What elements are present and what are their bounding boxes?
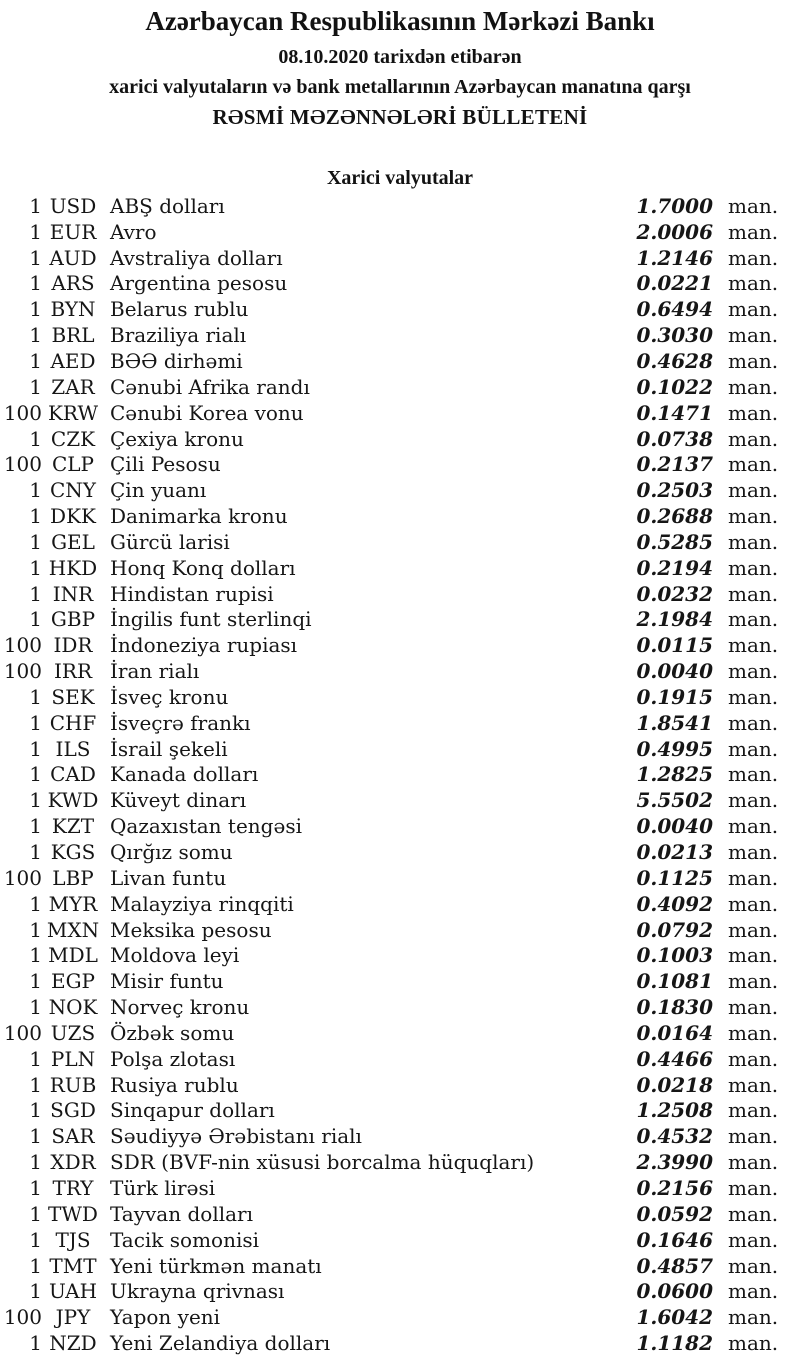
currency-name-cell: Malayziya rinqqiti <box>110 891 294 916</box>
unit-label-cell: man. <box>728 271 779 296</box>
rate-row-sar <box>0 1123 800 1149</box>
currency-name-cell: Honq Konq dolları <box>110 555 296 580</box>
currency-code-cell: SGD <box>50 1098 96 1123</box>
quantity-cell: 1 <box>29 555 42 580</box>
rate-value-cell: 0.0040 <box>636 814 713 839</box>
quantity-cell: 1 <box>29 1279 42 1304</box>
unit-label-cell: man. <box>728 374 779 399</box>
currency-name-cell: Misir funtu <box>110 969 224 994</box>
quantity-cell: 1 <box>29 762 42 787</box>
currency-name-cell: Danimarka kronu <box>110 504 288 529</box>
unit-label-cell: man. <box>728 736 779 761</box>
unit-label-cell: man. <box>728 710 779 735</box>
currency-code-cell: CZK <box>50 426 96 451</box>
quantity-cell: 1 <box>29 529 42 554</box>
quantity-cell: 1 <box>29 1175 42 1200</box>
currency-name-cell: Qazaxıstan tengəsi <box>110 814 302 839</box>
currency-code-cell: BRL <box>51 323 95 348</box>
unit-label-cell: man. <box>728 814 779 839</box>
unit-label-cell: man. <box>728 1201 779 1226</box>
currency-code-cell: IDR <box>53 633 93 658</box>
currency-code-cell: NZD <box>49 1331 97 1356</box>
currency-code-cell: ARS <box>51 271 95 296</box>
bulletin-subtitle: xarici valyutaların və bank metallarının Azərbaycan manatına qarşı <box>109 76 691 98</box>
rate-row-cad <box>0 762 800 788</box>
rate-value-cell: 1.2825 <box>636 762 713 787</box>
rate-value-cell: 0.1471 <box>636 400 713 425</box>
unit-label-cell: man. <box>728 891 779 916</box>
currency-name-cell: Cənubi Afrika randı <box>110 374 310 399</box>
quantity-cell: 1 <box>29 323 42 348</box>
currency-name-cell: Tacik somonisi <box>110 1227 260 1252</box>
rate-value-cell: 0.4092 <box>636 891 713 916</box>
unit-label-cell: man. <box>728 1020 779 1045</box>
quantity-cell: 1 <box>29 995 42 1020</box>
rate-value-cell: 0.0221 <box>636 271 713 296</box>
rate-row-irr <box>0 658 800 684</box>
unit-label-cell: man. <box>728 1175 779 1200</box>
currency-code-cell: TWD <box>48 1201 98 1226</box>
rate-row-kwd <box>0 787 800 813</box>
currency-name-cell: SDR (BVF-nin xüsusi borcalma hüquqları) <box>110 1150 535 1175</box>
unit-label-cell: man. <box>728 504 779 529</box>
unit-label-cell: man. <box>728 478 779 503</box>
quantity-cell: 100 <box>3 452 42 477</box>
currency-code-cell: NOK <box>48 995 98 1020</box>
currency-code-cell: LBP <box>52 865 94 890</box>
quantity-cell: 1 <box>29 736 42 761</box>
unit-label-cell: man. <box>728 788 779 813</box>
currency-code-cell: AED <box>50 348 96 373</box>
currency-code-cell: CLP <box>51 452 95 477</box>
currency-name-cell: Yeni Zelandiya dolları <box>110 1331 331 1356</box>
quantity-cell: 1 <box>29 219 42 244</box>
unit-label-cell: man. <box>728 1072 779 1097</box>
rate-row-dkk <box>0 503 800 529</box>
unit-label-cell: man. <box>728 1331 779 1356</box>
rate-row-kgs <box>0 839 800 865</box>
quantity-cell: 1 <box>29 1098 42 1123</box>
bulletin-header <box>0 0 800 132</box>
unit-label-cell: man. <box>728 400 779 425</box>
unit-label-cell: man. <box>728 581 779 606</box>
rate-row-byn <box>0 296 800 322</box>
quantity-cell: 1 <box>29 348 42 373</box>
currency-name-cell: Polşa zlotası <box>110 1046 236 1071</box>
rate-value-cell: 0.1125 <box>636 865 713 890</box>
currency-code-cell: TRY <box>52 1175 94 1200</box>
rate-row-twd <box>0 1201 800 1227</box>
rate-value-cell: 0.2137 <box>636 452 713 477</box>
rate-row-nzd <box>0 1330 800 1356</box>
currency-code-cell: RUB <box>49 1072 97 1097</box>
unit-label-cell: man. <box>728 659 779 684</box>
rate-value-cell: 0.0592 <box>636 1201 713 1226</box>
currency-name-cell: Moldova leyi <box>110 943 240 968</box>
quantity-cell: 1 <box>29 1150 42 1175</box>
currency-name-cell: Kanada dolları <box>110 762 259 787</box>
quantity-cell: 1 <box>29 840 42 865</box>
rate-value-cell: 0.1081 <box>636 969 713 994</box>
rate-row-kzt <box>0 813 800 839</box>
unit-label-cell: man. <box>728 1124 779 1149</box>
unit-label-cell: man. <box>728 1150 779 1175</box>
currency-name-cell: Çili Pesosu <box>110 452 221 477</box>
rate-row-krw <box>0 400 800 426</box>
quantity-cell: 1 <box>29 917 42 942</box>
currency-code-cell: ZAR <box>51 374 95 399</box>
rate-row-eur <box>0 219 800 245</box>
unit-label-cell: man. <box>728 348 779 373</box>
currency-name-cell: Argentina pesosu <box>110 271 288 296</box>
rate-value-cell: 0.0218 <box>636 1072 713 1097</box>
rate-row-cny <box>0 477 800 503</box>
rate-value-cell: 0.4857 <box>636 1253 713 1278</box>
currency-name-cell: Ukrayna qrivnası <box>110 1279 285 1304</box>
quantity-cell: 1 <box>29 788 42 813</box>
quantity-cell: 1 <box>29 1331 42 1356</box>
rate-value-cell: 1.1182 <box>636 1331 713 1356</box>
rate-value-cell: 0.0600 <box>636 1279 713 1304</box>
unit-label-cell: man. <box>728 969 779 994</box>
unit-label-cell: man. <box>728 943 779 968</box>
rate-row-gbp <box>0 607 800 633</box>
quantity-cell: 1 <box>29 684 42 709</box>
rate-value-cell: 0.0164 <box>636 1020 713 1045</box>
rate-row-hkd <box>0 555 800 581</box>
quantity-cell: 1 <box>29 297 42 322</box>
unit-label-cell: man. <box>728 323 779 348</box>
unit-label-cell: man. <box>728 633 779 658</box>
currency-name-cell: BƏƏ dirhəmi <box>110 348 243 373</box>
currency-code-cell: ILS <box>55 736 91 761</box>
currency-code-cell: INR <box>52 581 94 606</box>
unit-label-cell: man. <box>728 1046 779 1071</box>
currency-code-cell: UZS <box>50 1020 96 1045</box>
currency-code-cell: CNY <box>49 478 96 503</box>
quantity-cell: 1 <box>29 271 42 296</box>
unit-label-cell: man. <box>728 840 779 865</box>
rate-value-cell: 0.0738 <box>636 426 713 451</box>
currency-name-cell: Gürcü larisi <box>110 529 230 554</box>
currency-name-cell: Rusiya rublu <box>110 1072 239 1097</box>
effective-date-line: 08.10.2020 tarixdən etibarən <box>278 46 522 68</box>
unit-label-cell: man. <box>728 684 779 709</box>
quantity-cell: 1 <box>29 1201 42 1226</box>
rate-row-try <box>0 1175 800 1201</box>
rate-row-inr <box>0 581 800 607</box>
currency-name-cell: Özbək somu <box>110 1020 235 1045</box>
currency-name-cell: Sinqapur dolları <box>110 1098 275 1123</box>
currency-name-cell: İsrail şekeli <box>110 736 228 761</box>
rate-value-cell: 1.6042 <box>636 1305 713 1330</box>
rate-row-chf <box>0 710 800 736</box>
rate-row-mxn <box>0 917 800 943</box>
rate-value-cell: 0.0115 <box>636 633 713 658</box>
rate-value-cell: 0.0040 <box>636 659 713 684</box>
currency-name-cell: Türk lirəsi <box>110 1175 216 1200</box>
unit-label-cell: man. <box>728 426 779 451</box>
rate-row-zar <box>0 374 800 400</box>
currency-code-cell: SEK <box>51 684 95 709</box>
unit-label-cell: man. <box>728 1253 779 1278</box>
quantity-cell: 1 <box>29 969 42 994</box>
unit-label-cell: man. <box>728 1279 779 1304</box>
rate-value-cell: 1.2146 <box>636 245 713 270</box>
rate-value-cell: 0.1003 <box>636 943 713 968</box>
quantity-cell: 1 <box>29 374 42 399</box>
rate-row-idr <box>0 632 800 658</box>
currency-name-cell: ABŞ dolları <box>110 193 225 218</box>
rate-row-brl <box>0 322 800 348</box>
currency-code-cell: KGS <box>50 840 96 865</box>
currency-name-cell: İndoneziya rupiası <box>110 633 298 658</box>
rate-value-cell: 0.2194 <box>636 555 713 580</box>
currency-name-cell: Avro <box>110 219 157 244</box>
rate-value-cell: 0.4532 <box>636 1124 713 1149</box>
quantity-cell: 1 <box>29 1046 42 1071</box>
currency-name-cell: Hindistan rupisi <box>110 581 274 606</box>
rate-value-cell: 0.1830 <box>636 995 713 1020</box>
quantity-cell: 1 <box>29 504 42 529</box>
unit-label-cell: man. <box>728 297 779 322</box>
rate-value-cell: 2.1984 <box>636 607 713 632</box>
currency-code-cell: XDR <box>50 1150 96 1175</box>
currency-name-cell: Cənubi Korea vonu <box>110 400 304 425</box>
rate-value-cell: 5.5502 <box>636 788 713 813</box>
currency-code-cell: USD <box>49 193 97 218</box>
quantity-cell: 100 <box>3 400 42 425</box>
rate-row-lbp <box>0 865 800 891</box>
currency-name-cell: Norveç kronu <box>110 995 250 1020</box>
unit-label-cell: man. <box>728 1305 779 1330</box>
currency-name-cell: Avstraliya dolları <box>110 245 283 270</box>
rate-value-cell: 1.2508 <box>636 1098 713 1123</box>
rate-row-ils <box>0 736 800 762</box>
rate-value-cell: 0.2156 <box>636 1175 713 1200</box>
currency-name-cell: Çin yuanı <box>110 478 207 503</box>
rate-row-uzs <box>0 1020 800 1046</box>
rate-value-cell: 0.5285 <box>636 529 713 554</box>
unit-label-cell: man. <box>728 245 779 270</box>
currency-name-cell: Səudiyyə Ərəbistanı rialı <box>110 1124 362 1149</box>
rate-value-cell: 0.4466 <box>636 1046 713 1071</box>
currency-code-cell: TJS <box>55 1227 91 1252</box>
rate-value-cell: 0.6494 <box>636 297 713 322</box>
currency-code-cell: GEL <box>51 529 95 554</box>
rate-row-czk <box>0 426 800 452</box>
unit-label-cell: man. <box>728 917 779 942</box>
currency-code-cell: MYR <box>48 891 98 916</box>
currency-name-cell: İngilis funt sterlinqi <box>110 607 312 632</box>
rate-row-rub <box>0 1072 800 1098</box>
quantity-cell: 1 <box>29 1124 42 1149</box>
quantity-cell: 100 <box>3 1020 42 1045</box>
rate-value-cell: 0.1915 <box>636 684 713 709</box>
rate-row-tjs <box>0 1227 800 1253</box>
rate-row-xdr <box>0 1149 800 1175</box>
quantity-cell: 1 <box>29 710 42 735</box>
unit-label-cell: man. <box>728 555 779 580</box>
rate-row-nok <box>0 994 800 1020</box>
rate-value-cell: 0.1022 <box>636 374 713 399</box>
currency-code-cell: TMT <box>49 1253 97 1278</box>
currency-code-cell: MDL <box>48 943 98 968</box>
rate-row-aud <box>0 245 800 271</box>
rate-value-cell: 0.4995 <box>636 736 713 761</box>
currency-name-cell: Tayvan dolları <box>110 1201 253 1226</box>
rate-value-cell: 0.0213 <box>636 840 713 865</box>
currency-name-cell: Yapon yeni <box>110 1305 221 1330</box>
quantity-cell: 1 <box>29 581 42 606</box>
unit-label-cell: man. <box>728 193 779 218</box>
rate-row-mdl <box>0 942 800 968</box>
rate-value-cell: 0.0232 <box>636 581 713 606</box>
rate-row-aed <box>0 348 800 374</box>
rate-row-ars <box>0 271 800 297</box>
rate-row-jpy <box>0 1304 800 1330</box>
currency-code-cell: UAH <box>48 1279 98 1304</box>
currency-code-cell: KWD <box>47 788 99 813</box>
currency-name-cell: Braziliya rialı <box>110 323 247 348</box>
currency-name-cell: İsveçrə frankı <box>110 710 251 735</box>
unit-label-cell: man. <box>728 1227 779 1252</box>
rate-row-tmt <box>0 1253 800 1279</box>
unit-label-cell: man. <box>728 1098 779 1123</box>
currency-code-cell: EGP <box>50 969 96 994</box>
rate-row-clp <box>0 451 800 477</box>
unit-label-cell: man. <box>728 995 779 1020</box>
currency-name-cell: Çexiya kronu <box>110 426 244 451</box>
currency-code-cell: CHF <box>49 710 97 735</box>
currency-code-cell: PLN <box>50 1046 96 1071</box>
unit-label-cell: man. <box>728 762 779 787</box>
currency-code-cell: SAR <box>51 1124 95 1149</box>
quantity-cell: 1 <box>29 1072 42 1097</box>
quantity-cell: 1 <box>29 607 42 632</box>
currency-code-cell: AUD <box>49 245 97 270</box>
currency-name-cell: İsveç kronu <box>110 684 229 709</box>
rate-value-cell: 2.0006 <box>636 219 713 244</box>
quantity-cell: 1 <box>29 891 42 916</box>
currency-name-cell: Qırğız somu <box>110 840 233 865</box>
currency-code-cell: HKD <box>48 555 98 580</box>
currency-code-cell: KRW <box>47 400 99 425</box>
quantity-cell: 100 <box>3 633 42 658</box>
unit-label-cell: man. <box>728 865 779 890</box>
quantity-cell: 1 <box>29 426 42 451</box>
currency-code-cell: BYN <box>50 297 96 322</box>
quantity-cell: 100 <box>3 865 42 890</box>
rate-row-myr <box>0 891 800 917</box>
currency-name-cell: Meksika pesosu <box>110 917 272 942</box>
unit-label-cell: man. <box>728 452 779 477</box>
rate-value-cell: 0.4628 <box>636 348 713 373</box>
currency-code-cell: DKK <box>50 504 96 529</box>
rate-value-cell: 2.3990 <box>636 1150 713 1175</box>
rate-row-sgd <box>0 1098 800 1124</box>
bank-name-title: Azərbaycan Respublikasının Mərkəzi Bankı <box>145 6 655 36</box>
bulletin-title: RƏSMİ MƏZƏNNƏLƏRİ BÜLLETENİ <box>212 105 588 129</box>
currency-name-cell: Küveyt dinarı <box>110 788 247 813</box>
unit-label-cell: man. <box>728 529 779 554</box>
currency-name-cell: İran rialı <box>110 659 200 684</box>
rate-row-egp <box>0 968 800 994</box>
currency-code-cell: GBP <box>50 607 96 632</box>
rate-row-uah <box>0 1278 800 1304</box>
currency-code-cell: KZT <box>51 814 95 839</box>
currency-code-cell: JPY <box>55 1305 91 1330</box>
rate-value-cell: 0.1646 <box>636 1227 713 1252</box>
currency-name-cell: Belarus rublu <box>110 297 249 322</box>
quantity-cell: 1 <box>29 814 42 839</box>
currency-code-cell: MXN <box>46 917 100 942</box>
currency-name-cell: Livan funtu <box>110 865 227 890</box>
rate-row-usd <box>0 193 800 219</box>
rate-value-cell: 0.2503 <box>636 478 713 503</box>
currency-code-cell: CAD <box>50 762 96 787</box>
quantity-cell: 1 <box>29 245 42 270</box>
rate-row-gel <box>0 529 800 555</box>
quantity-cell: 100 <box>3 1305 42 1330</box>
section-title-foreign-currencies: Xarici valyutalar <box>326 167 474 189</box>
quantity-cell: 1 <box>29 1253 42 1278</box>
rate-row-pln <box>0 1046 800 1072</box>
currency-code-cell: EUR <box>49 219 97 244</box>
quantity-cell: 100 <box>3 659 42 684</box>
exchange-rates-table <box>0 193 800 1356</box>
unit-label-cell: man. <box>728 219 779 244</box>
quantity-cell: 1 <box>29 193 42 218</box>
rate-value-cell: 1.8541 <box>636 710 713 735</box>
currency-name-cell: Yeni türkmən manatı <box>110 1253 322 1278</box>
unit-label-cell: man. <box>728 607 779 632</box>
rate-value-cell: 0.3030 <box>636 323 713 348</box>
currency-code-cell: IRR <box>53 659 93 684</box>
rate-value-cell: 0.2688 <box>636 504 713 529</box>
rate-row-sek <box>0 684 800 710</box>
quantity-cell: 1 <box>29 478 42 503</box>
quantity-cell: 1 <box>29 943 42 968</box>
rate-value-cell: 0.0792 <box>636 917 713 942</box>
rate-value-cell: 1.7000 <box>636 193 713 218</box>
quantity-cell: 1 <box>29 1227 42 1252</box>
